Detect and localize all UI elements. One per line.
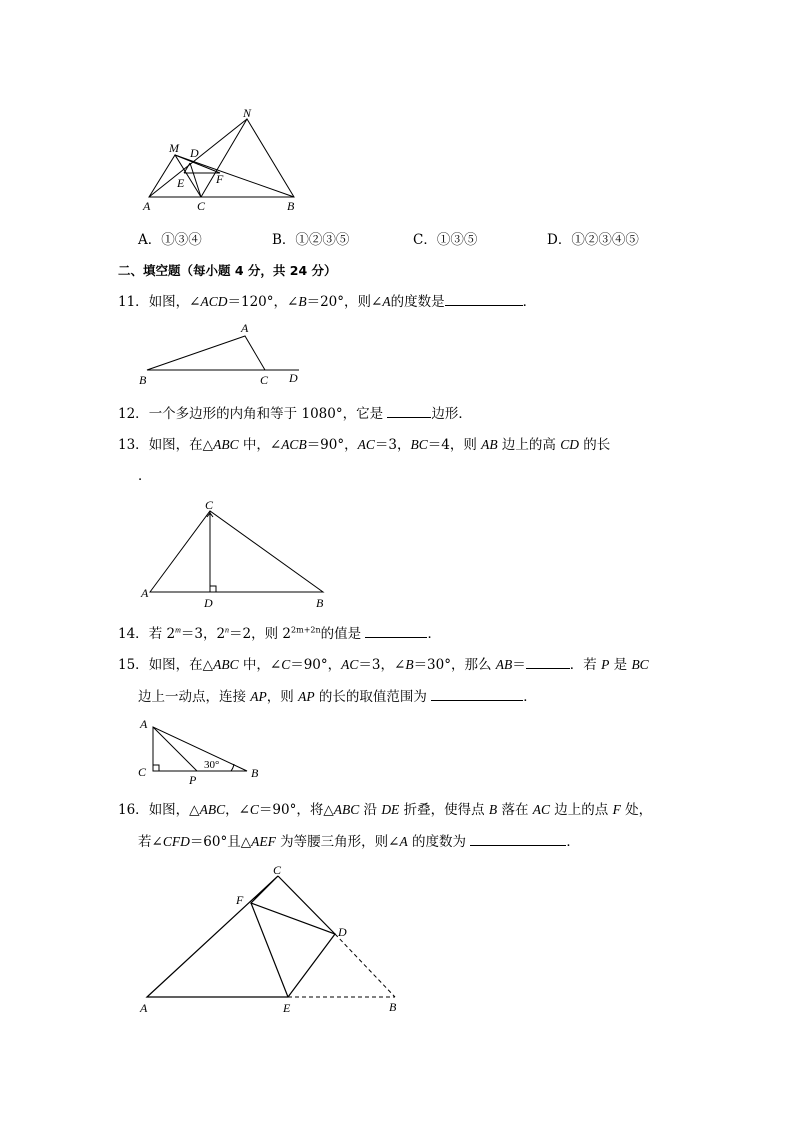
q11-answer-blank[interactable]: [445, 291, 523, 306]
q10-label-e: E: [177, 176, 185, 190]
svg-text:C: C: [138, 765, 147, 779]
svg-text:C: C: [273, 863, 282, 877]
q10-triangle-cbn: [201, 119, 294, 197]
svg-text:D: D: [289, 371, 298, 385]
q16-answer-blank[interactable]: [470, 831, 566, 846]
q12-text: 12．一个多边形的内角和等于 1080°，它是 边形．: [118, 403, 698, 424]
q16-text-line2: 若∠CFD＝60°且△AEF 为等腰三角形，则∠A 的度数为 ．: [138, 831, 718, 852]
svg-text:A: A: [140, 717, 148, 731]
q10-label-b: B: [287, 199, 295, 213]
svg-text:D: D: [338, 925, 347, 939]
section-heading: 二、填空题（每小题 4 分，共 24 分）: [118, 263, 337, 278]
svg-text:30°: 30°: [204, 759, 220, 771]
q15-answer-blank-1[interactable]: [526, 654, 570, 669]
svg-text:B: B: [251, 766, 259, 780]
svg-text:C: C: [205, 498, 214, 512]
q10-label-d: D: [190, 146, 199, 160]
svg-text:P: P: [189, 773, 197, 785]
svg-text:B: B: [139, 373, 147, 387]
q13-text-line2: ．: [138, 468, 152, 484]
q16-text-line1: 16．如图，△ABC，∠C＝90°，将△ABC 沿 DE 折叠，使得点 B 落在 AC 边上的点 F 处，: [118, 802, 653, 818]
q15-text-line2: 边上一动点，连接 AP，则 AP 的长的取值范围为 ．: [138, 686, 718, 707]
q15-figure: [135, 713, 270, 785]
svg-text:B: B: [316, 596, 324, 610]
svg-text:B: B: [389, 1000, 397, 1014]
q11-text: 11．如图，∠ACD＝120°，∠B＝20°，则∠A的度数是 ．: [118, 291, 698, 312]
q10-label-a: A: [143, 199, 151, 213]
q16-figure: [135, 858, 410, 1020]
q13-figure: [138, 497, 338, 612]
q14-answer-blank[interactable]: [365, 623, 427, 638]
q10-figure: [140, 105, 310, 213]
q10-label-f: F: [216, 172, 224, 186]
q10-option-b: B．①②③⑤: [272, 232, 350, 248]
q11-figure: [135, 320, 310, 388]
q12-answer-blank[interactable]: [387, 403, 431, 418]
svg-text:A: A: [241, 321, 249, 335]
q10-option-a: A．①③④: [138, 232, 202, 248]
q10-option-d: D．①②③④⑤: [547, 232, 639, 248]
svg-text:D: D: [204, 596, 213, 610]
svg-text:F: F: [236, 893, 244, 907]
q10-label-m: M: [169, 141, 179, 155]
q13-text-line1: 13．如图，在△ABC 中，∠ACB＝90°，AC＝3，BC＝4，则 AB 边上的高 CD 的长: [118, 437, 611, 453]
q10-label-c: C: [197, 199, 206, 213]
svg-text:A: A: [141, 586, 149, 600]
svg-text:C: C: [260, 373, 269, 387]
q10-option-c: C．①③⑤: [413, 232, 478, 248]
svg-text:E: E: [283, 1001, 291, 1015]
q15-answer-blank-2[interactable]: [431, 686, 523, 701]
svg-text:A: A: [140, 1001, 148, 1015]
q10-label-n: N: [243, 106, 252, 120]
q15-text-line1: 15．如图，在△ABC 中，∠C＝90°，AC＝3，∠B＝30°，那么 AB＝ ．若 P 是 BC: [118, 654, 698, 675]
q14-text: 14．若 $2^m=3$，$2^n=2$，则 $2^{2m+2n}$的值是 ．: [118, 623, 698, 644]
